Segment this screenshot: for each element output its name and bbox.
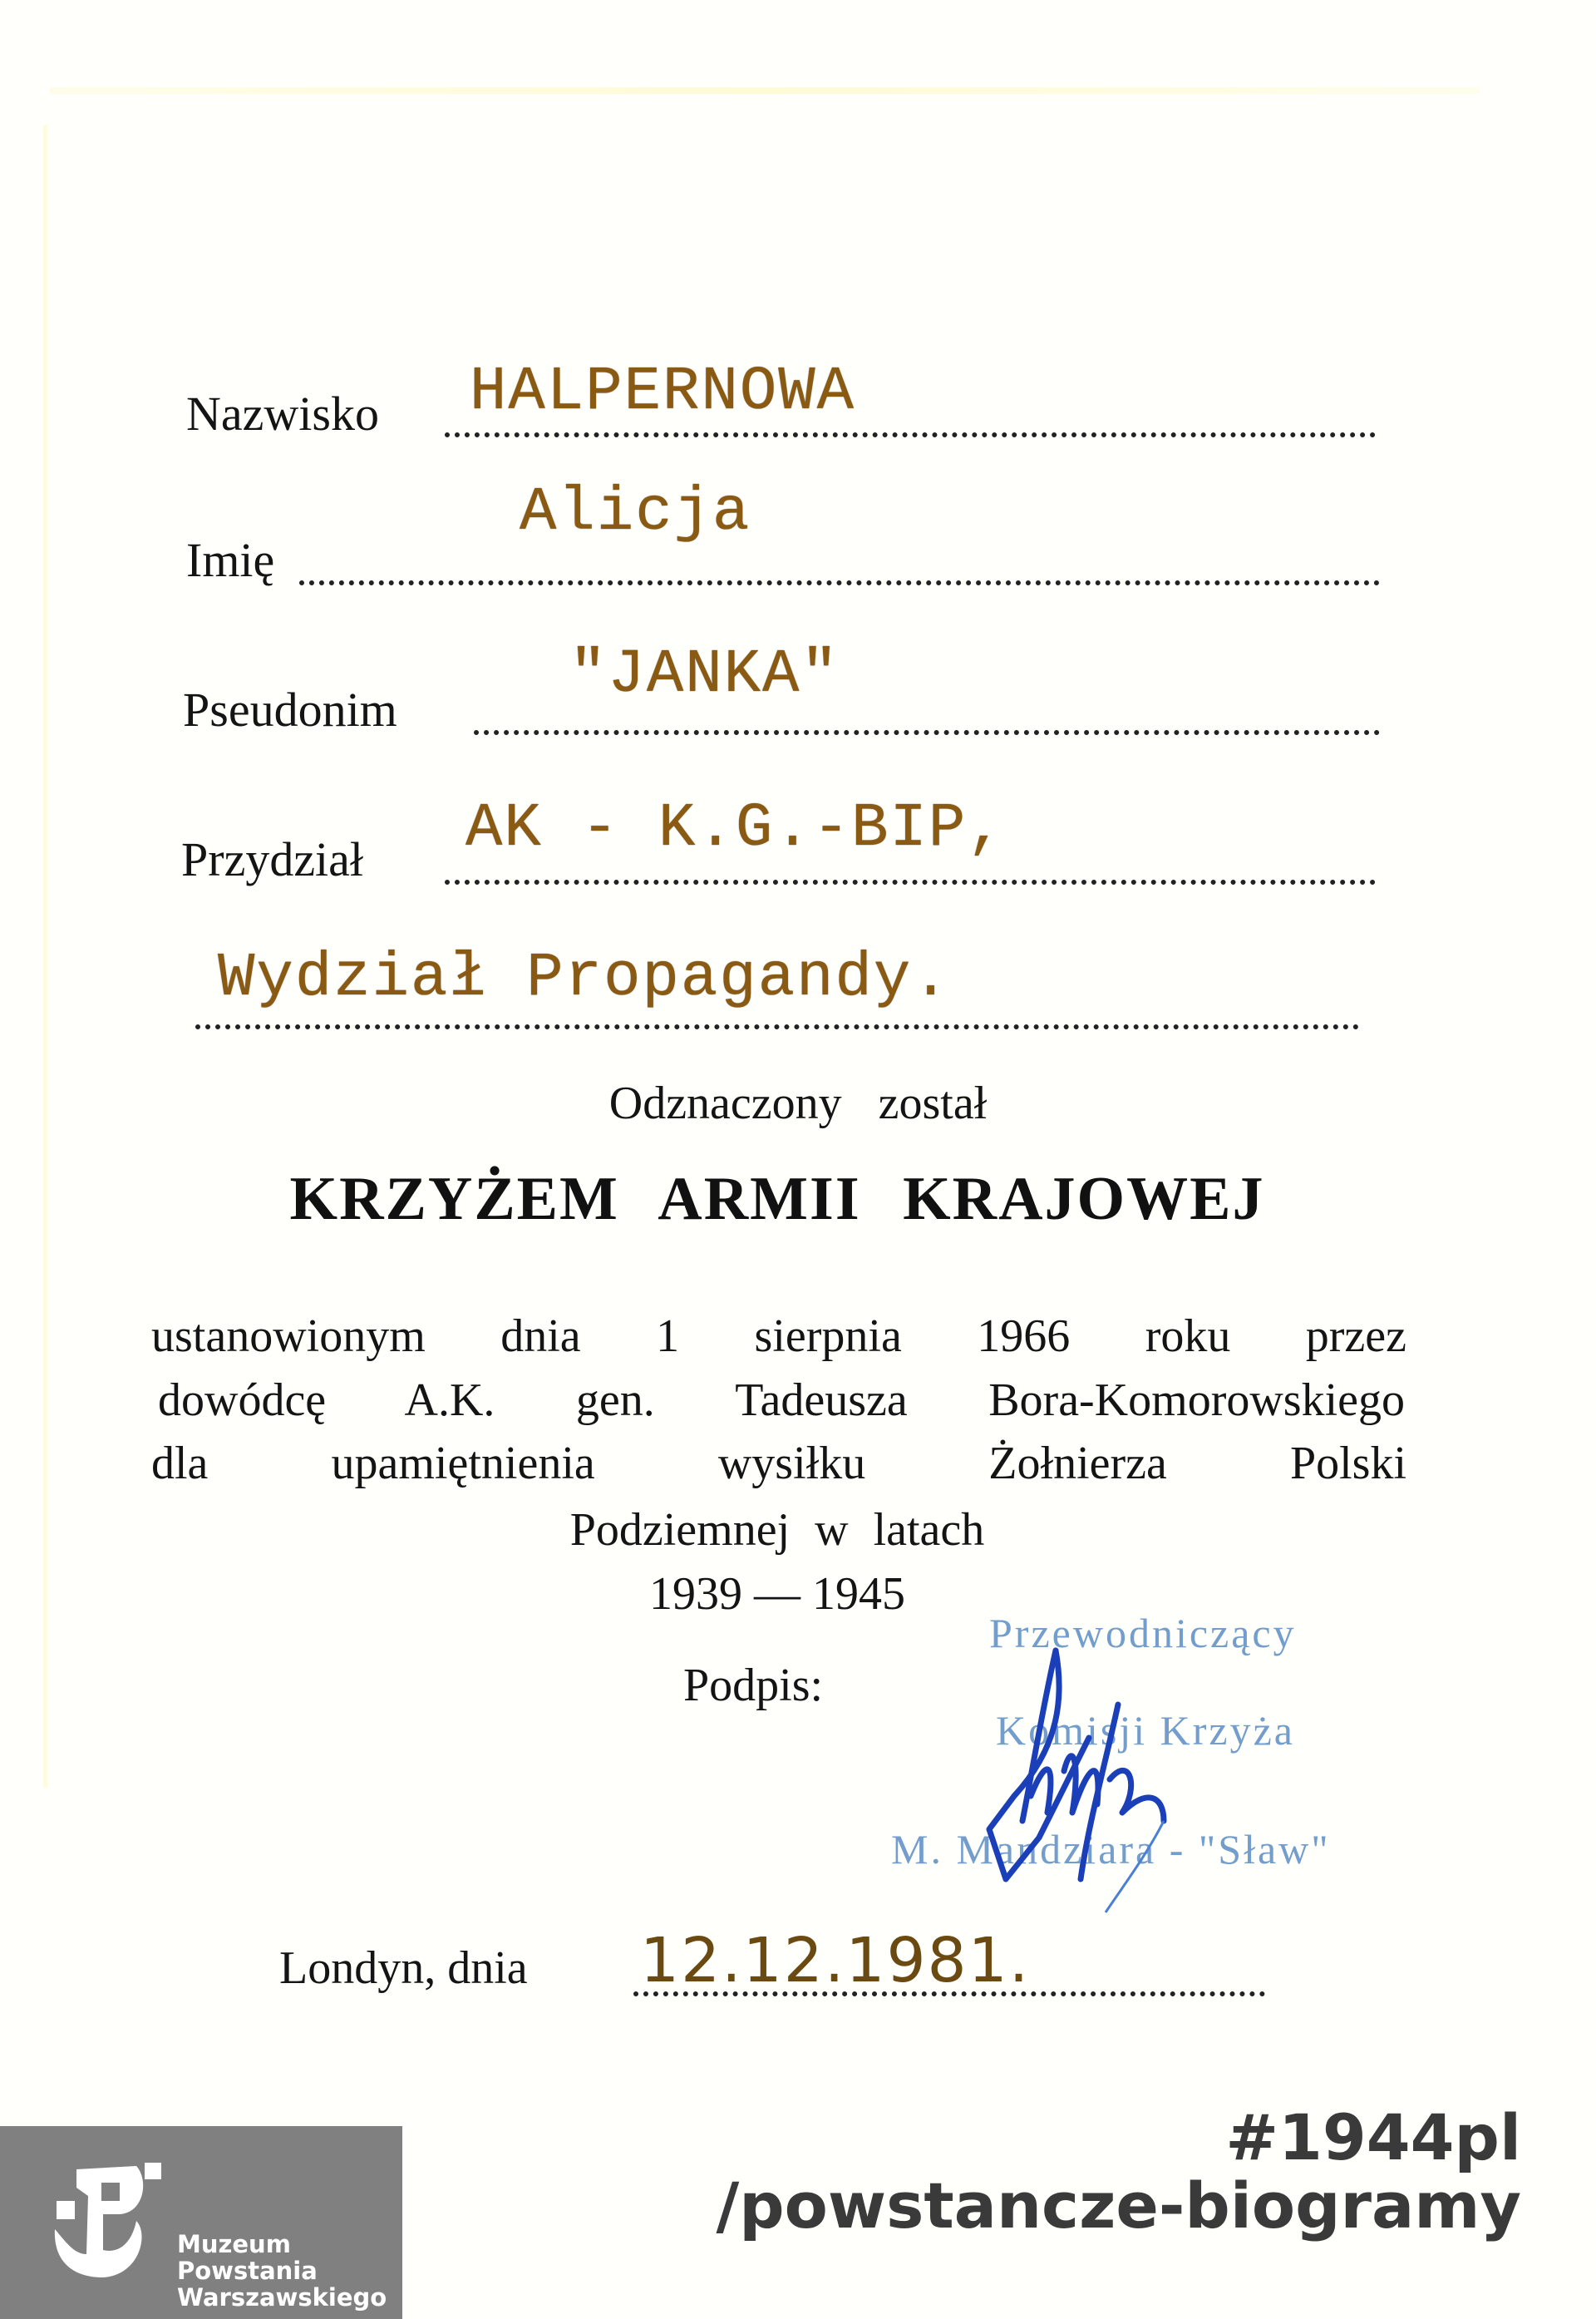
museum-name-line: Warszawskiego [177, 2283, 387, 2312]
stamp-line: M. Mandziara - "Sław" [891, 1826, 1331, 1872]
museum-logo-box[interactable] [0, 2126, 402, 2319]
path-text: /powstancze-biogramy [716, 2169, 1521, 2243]
dotted-line [445, 880, 1376, 885]
dotted-line [195, 1024, 1359, 1029]
first-name-value: Alicja [520, 478, 751, 548]
awarded-text: Odznaczony został [608, 1078, 988, 1129]
surname-label: Nazwisko [186, 387, 379, 441]
museum-name-line: Powstania [177, 2257, 318, 2285]
decoration-title: KRZYŻEM ARMII KRAJOWEJ [289, 1165, 1265, 1233]
issue-date: 12.12.1981. [640, 1925, 1031, 1996]
signature-label: Podpis: [683, 1660, 824, 1711]
card-edge [50, 87, 1480, 94]
assignment-value: AK - K.G.-BIP, [466, 794, 1006, 864]
dotted-line [445, 432, 1376, 437]
hashtag-block[interactable] [716, 2100, 1521, 2243]
body-line: ustanowionym dnia 1 sierpnia 1966 roku przez [151, 1310, 1406, 1362]
anchor-logo-icon [53, 2163, 161, 2279]
museum-name [177, 2231, 387, 2311]
first-name-label: Imię [186, 533, 275, 587]
stamp-line: Komisji Krzyża [996, 1707, 1295, 1754]
pseudonym-label: Pseudonim [183, 683, 397, 737]
surname-value: HALPERNOWA [470, 358, 856, 427]
signature-icon [964, 1630, 1363, 1929]
years-text: 1939 — 1945 [649, 1568, 905, 1620]
dotted-line [299, 580, 1380, 585]
body-line: Podziemnej w latach [569, 1504, 985, 1556]
assignment-label: Przydział [181, 832, 364, 886]
assignment-value-line2: Wydział Propagandy. [218, 944, 951, 1014]
dotted-line [474, 730, 1380, 735]
stamp-line: Przewodniczący [989, 1610, 1297, 1656]
dotted-line [633, 1991, 1265, 1996]
place-date-label: Londyn, dnia [279, 1942, 528, 1994]
body-line: dowódcę A.K. gen. Tadeusza Bora-Komorowskiego [158, 1374, 1405, 1426]
hashtag-text: #1944pl [1225, 2100, 1521, 2174]
pseudonym-value: "JANKA" [569, 640, 840, 710]
museum-name-line: Muzeum [177, 2230, 291, 2258]
body-line: dla upamiętnienia wysiłku Żołnierza Polski [151, 1438, 1406, 1489]
